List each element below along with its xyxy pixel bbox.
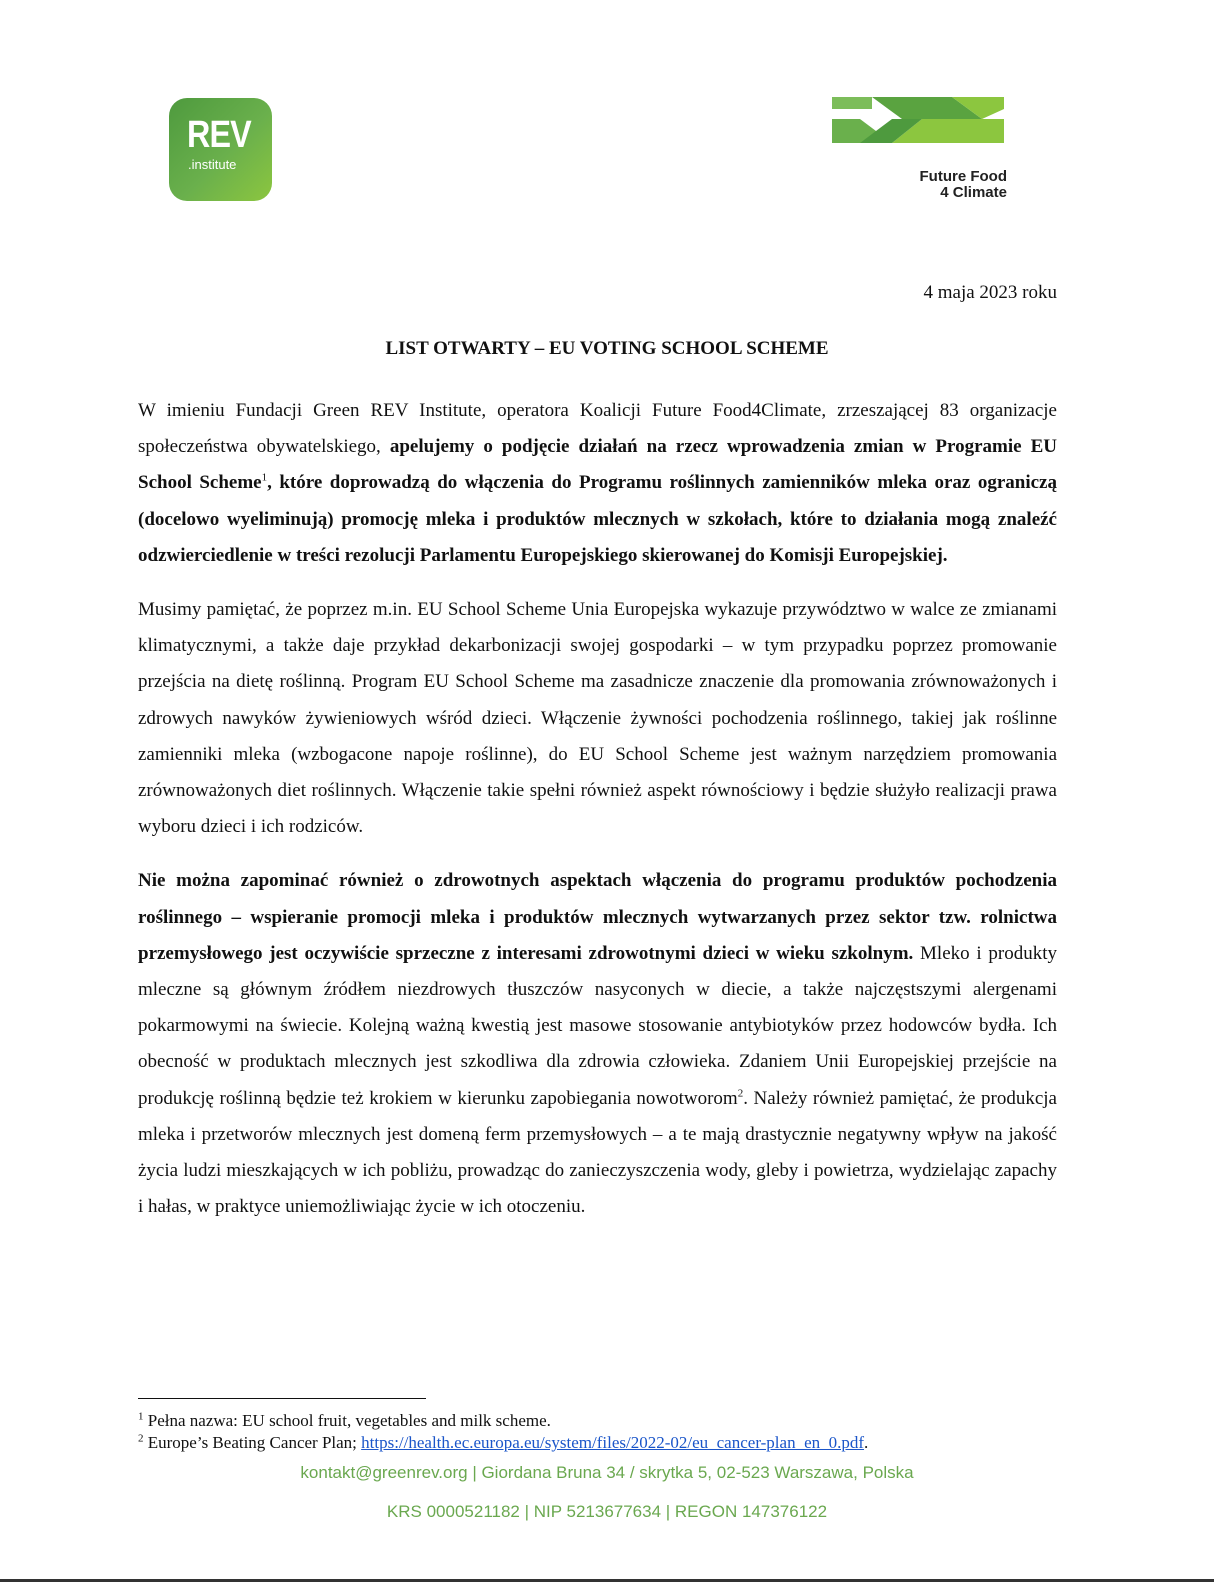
contact-address: kontakt@greenrev.org | Giordana Bruna 34 / skrytka 5, 02-523 Warszawa, Polska [300,1463,914,1482]
footnote-ref-2[interactable]: 2 [737,1087,744,1100]
cancer-plan-link[interactable]: https://health.ec.europa.eu/system/files/2022-02/eu_cancer-plan_en_0.pdf [361,1433,865,1452]
future-food-4-climate-logo [832,97,1012,207]
p3-bold: Nie można zapominać również o zdrowotnych aspektach włączenia do programu produktów pochodzenia roślinnego – wspieranie promocji mleka i produktów mlecznych wytwarzanych przez sektor tzw. rolnictwa przemysłowego jest oczywiście sprzeczne z interesami zdrowotnymi dzieci w wieku szkolnym. [138,870,1057,964]
rev-institute-logo [169,98,272,201]
p1-bold-2: , które doprowadzą do włączenia do Programu roślinnych zamienników mleka oraz ograniczą (docelowo wyeliminują) promocję mleka i produktów mlecznych w szkołach, które to działania mogą znaleźć odzwierciedlenie w treści rezolucji Parlamentu Europejskiego skierowanej do Komisji Europejskiej. [138,472,1057,566]
footnotes [138,1410,868,1454]
contact-registry: KRS 0000521182 | NIP 5213677634 | REGON 147376122 [386,1502,828,1521]
footnote-2 [138,1432,868,1454]
rev-logo-subtext: .institute [188,157,237,172]
ff-logo-line2: 4 Climate [940,184,1007,201]
paragraph-3 [138,863,1057,1225]
letter-body [138,393,1057,1243]
footnote-1 [138,1410,868,1432]
ff-logo-line1: Future Food [919,168,1007,185]
p1-bold-1: apelujemy o podjęcie działań na rzecz wprowadzenia zmian w Programie EU School Scheme [138,436,1057,494]
footnote-2-text: Europe’s Beating Cancer Plan; [143,1433,362,1452]
footnote-ref-1[interactable]: 1 [261,472,268,485]
ribbon-logo-icon [832,97,1012,157]
footnote-1-text: Pełna nazwa: EU school fruit, vegetables and milk scheme. [143,1411,551,1430]
rev-logo-text: REV [187,114,251,156]
p3-text-1: Mleko i produkty mleczne są głównym źródłem niezdrowych tłuszczów nasyconych w diecie, a także najczęstszymi alergenami pokarmowymi na świecie. Kolejną ważną kwestią jest masowe stosowanie antybiotyków przez hodowców bydła. Ich obecność w produktach mlecznych jest szkodliwa dla zdrowia człowieka. Zdaniem Unii Europejskiej przejście na produkcję roślinną będzie też krokiem w kierunku zapobiegania nowotworom [138,942,1057,1109]
footnote-divider [138,1398,426,1399]
p3-text-2: . Należy również pamiętać, że produkcja mleka i przetworów mlecznych jest domeną ferm przemysłowych – a te mają drastycznie negatywny wpływ na jakość życia ludzi mieszkających w ich pobliżu, prowadząc do zanieczyszczenia wody, gleby i powietrza, wydzielając zapachy i hałas, w praktyce uniemożliwiając życie w ich otoczeniu. [138,1087,1057,1218]
letter-title: LIST OTWARTY – EU VOTING SCHOOL SCHEME [385,338,829,359]
paragraph-2: Musimy pamiętać, że poprzez m.in. EU School Scheme Unia Europejska wykazuje przywództwo w walce ze zmianami klimatycznymi, a także daje przykład dekarbonizacji swojej gospodarki – w tym przypadku poprzez promowanie przejścia na dietę roślinną. Program EU School Scheme ma zasadnicze znaczenie dla promowania zrównoważonych i zdrowych nawyków żywieniowych wśród dzieci. Włączenie żywności pochodzenia roślinnego, takiej jak roślinne zamienniki mleka (wzbogacone napoje roślinne), do EU School Scheme jest ważnym narzędziem promowania zrównoważonych diet roślinnych. Włączenie takie spełni również aspekt równościowy i będzie służyło realizacji prawa wyboru dzieci i ich rodziców. [138,599,1057,838]
footnote-1-number: 1 [138,1410,144,1423]
p1-text: W imieniu Fundacji Green REV Institute, operatora Koalicji Future Food4Climate, zrzeszającej 83 organizacje społeczeństwa obywatelskiego, [138,400,1057,458]
footnote-2-end: . [864,1433,869,1452]
footnote-2-number: 2 [138,1432,144,1445]
paragraph-1 [138,393,1057,574]
letter-date: 4 maja 2023 roku [923,282,1057,303]
